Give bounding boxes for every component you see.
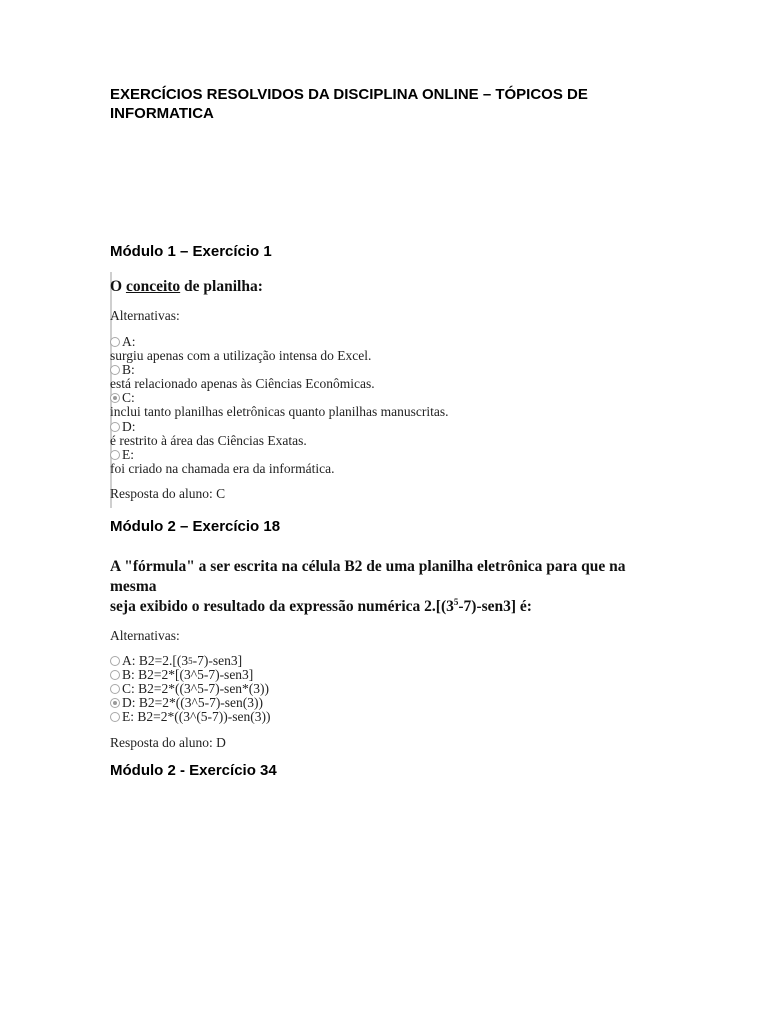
student-answer: Resposta do aluno: D [110,735,226,750]
option-c[interactable]: C: B2=2*((3^5-7)-sen*(3)) [110,682,670,696]
radio-icon[interactable] [110,422,120,432]
document-title-line-2: INFORMATICA [110,105,214,122]
section-heading-modulo2-ex18: Módulo 2 – Exercício 18 [110,518,281,535]
radio-icon[interactable] [110,684,120,694]
document-title [110,85,670,123]
question-keyword: conceito [125,278,181,295]
student-answer: Resposta do aluno: C [110,486,226,502]
exercise-1-question: O conceito de planilha: [110,278,263,295]
radio-icon[interactable] [110,656,120,666]
option-e[interactable]: E: [110,448,449,462]
radio-icon[interactable] [110,337,120,347]
section-heading-modulo1-ex1: Módulo 1 – Exercício 1 [110,243,272,260]
option-e-text: foi criado na chamada era da informática. [110,460,335,476]
radio-icon[interactable] [110,670,120,680]
option-a-text: surgiu apenas com a utilização intensa do Excel. [110,348,372,363]
option-a[interactable]: A: B2=2.[(3 5 -7)-sen3] [110,654,670,668]
alternatives-label: Alternativas: [110,308,180,323]
section-heading-modulo2-ex34: Módulo 2 - Exercício 34 [110,762,277,779]
document-title-line-1: EXERCÍCIOS RESOLVIDOS DA DISCIPLINA ONLINE – TÓPICOS DE [110,86,588,103]
option-b[interactable]: B: B2=2*[(3^5-7)-sen3] [110,668,670,682]
exercise-1-screenshot [110,277,449,502]
radio-icon[interactable] [110,365,120,375]
option-d-text: é restrito à área das Ciências Exatas. [110,432,307,448]
exercise-18-screenshot [110,557,670,751]
options-list [110,654,670,724]
options-list [110,335,449,476]
option-c-text: inclui tanto planilhas eletrônicas quanto planilhas manuscritas. [110,404,449,420]
option-c[interactable]: C: [110,391,449,405]
radio-icon[interactable] [110,450,120,460]
question-line-1: A "fórmula" a ser escrita na célula B2 de uma planilha eletrônica para que na mesma [110,558,626,595]
alternatives-label: Alternativas: [110,628,180,643]
radio-checked-icon[interactable] [110,698,120,708]
option-b[interactable]: B: [110,363,449,377]
option-b-text: está relacionado apenas às Ciências Econômicas. [110,376,375,392]
option-a[interactable]: A: [110,335,449,349]
exercise-18-question: A "fórmula" a ser escrita na célula B2 de uma planilha eletrônica para que na mesma seja exibido o resultado da expressão numérica $2.[(3^5-7)-sen3]$ é: [110,558,626,615]
option-d[interactable]: D: [110,420,449,434]
radio-icon[interactable] [110,712,120,722]
radio-checked-icon[interactable] [110,393,120,403]
option-d[interactable]: D: B2=2*((3^5-7)-sen(3)) [110,696,670,710]
option-e[interactable]: E: B2=2*((3^(5-7))-sen(3)) [110,710,670,724]
